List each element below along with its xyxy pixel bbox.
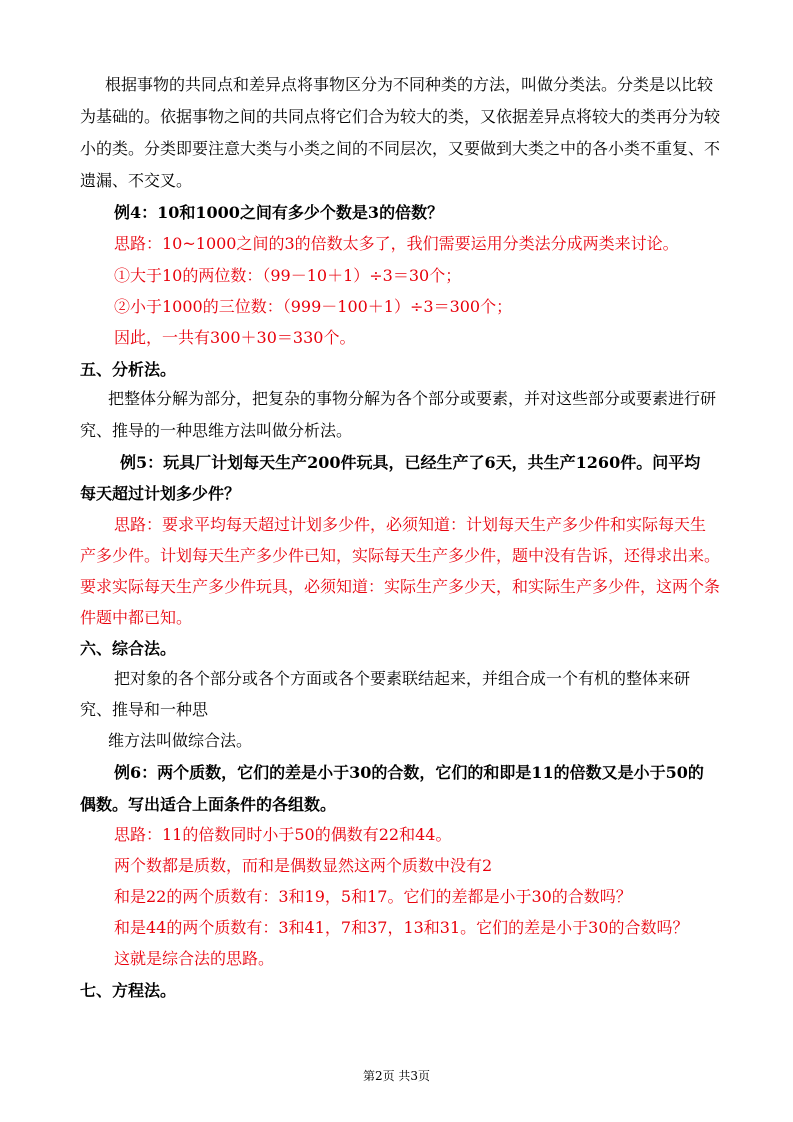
synthesis-paragraph-line-2: 究、推导和一种思	[80, 700, 209, 719]
example-4-question: 例4：10和1000之间有多少个数是3的倍数？	[114, 203, 444, 222]
example-6-idea-line-2: 两个数都是质数，而和是偶数显然这两个质数中没有2	[114, 856, 493, 875]
example-4-step-2: ②小于1000的三位数：（999－100＋1）÷3＝300个；	[114, 297, 513, 316]
example-6-idea-line-1: 思路：11的倍数同时小于50的偶数有22和44。	[114, 825, 452, 844]
example-5-idea-line-1: 思路：要求平均每天超过计划多少件，必须知道：计划每天生产多少件和实际每天生	[114, 515, 707, 534]
classification-paragraph-line-3: 小的类。分类即要注意大类与小类之间的不同层次，又要做到大类之中的各小类不重复、不	[80, 139, 721, 158]
section-5-heading: 五、分析法。	[80, 360, 177, 379]
classification-paragraph-line-4: 遗漏、不交叉。	[80, 171, 193, 190]
example-6-idea-line-5: 这就是综合法的思路。	[114, 949, 275, 968]
example-4-idea: 思路：10~1000之间的3的倍数太多了，我们需要运用分类法分成两类来讨论。	[114, 234, 679, 253]
example-6-idea-line-4: 和是44的两个质数有：3和41，7和37，13和31。它们的差是小于30的合数吗？	[114, 918, 689, 937]
example-5-question-line-2: 每天超过计划多少件？	[80, 484, 241, 503]
example-6-question-line-1: 例6：两个质数，它们的差是小于30的合数，它们的和即是11的倍数又是小于50的	[114, 763, 704, 782]
example-5-idea-line-4: 件题中都已知。	[80, 608, 193, 627]
page-footer: 第2页 共3页	[362, 1069, 431, 1083]
example-6-idea-line-3: 和是22的两个质数有：3和19，5和17。它们的差都是小于30的合数吗？	[114, 887, 632, 906]
section-7-heading: 七、方程法。	[80, 981, 177, 1000]
classification-paragraph-line-1: 根据事物的共同点和差异点将事物区分为不同种类的方法，叫做分类法。分类是以比较	[105, 75, 714, 94]
classification-paragraph-line-2: 为基础的。依据事物之间的共同点将它们合为较大的类，又依据差异点将较大的类再分为较	[80, 107, 721, 126]
synthesis-paragraph-line-3: 维方法叫做综合法。	[108, 731, 253, 750]
analysis-paragraph-line-2: 究、推导的一种思维方法叫做分析法。	[80, 421, 353, 440]
example-6-question-line-2: 偶数。写出适合上面条件的各组数。	[80, 795, 337, 814]
example-4-answer: 因此，一共有300＋30＝330个。	[114, 328, 356, 347]
synthesis-paragraph-line-1: 把对象的各个部分或各个方面或各个要素联结起来，并组合成一个有机的整体来研	[114, 669, 691, 688]
section-6-heading: 六、综合法。	[80, 639, 177, 658]
example-5-idea-line-2: 产多少件。计划每天生产多少件已知，实际每天生产多少件，题中没有告诉，还得求出来。	[80, 546, 721, 565]
example-5-question-line-1: 例5：玩具厂计划每天生产200件玩具，已经生产了6天，共生产1260件。问平均	[120, 453, 701, 472]
analysis-paragraph-line-1: 把整体分解为部分，把复杂的事物分解为各个部分或要素，并对这些部分或要素进行研	[108, 389, 717, 408]
example-5-idea-line-3: 要求实际每天生产多少件玩具，必须知道：实际生产多少天，和实际生产多少件，这两个条	[80, 577, 721, 596]
example-4-step-1: ①大于10的两位数：（99－10＋1）÷3＝30个；	[114, 266, 462, 285]
